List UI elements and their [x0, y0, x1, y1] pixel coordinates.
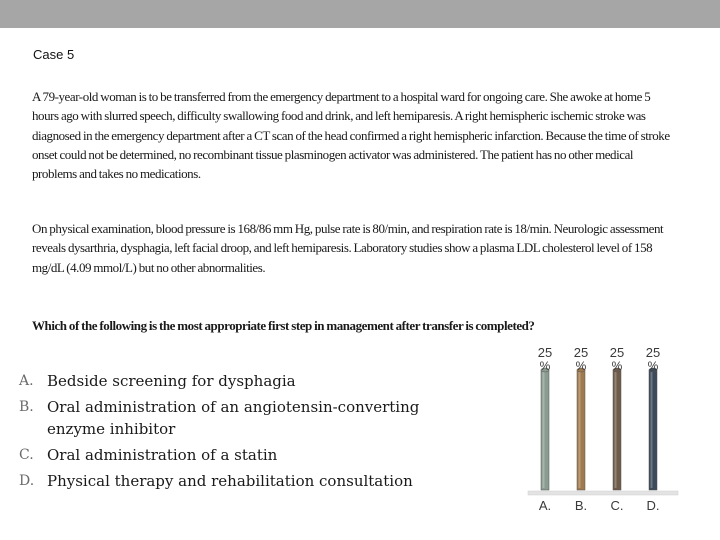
answer-text: Physical therapy and rehabilitation consultation: [47, 472, 413, 490]
chart-category-label: D.: [646, 498, 660, 513]
chart-value-label: 25: [537, 345, 553, 360]
chart-bar-highlight: [615, 372, 617, 488]
chart-value-label: 25: [645, 345, 661, 360]
chart-category-label: A.: [538, 498, 552, 513]
question-text: Which of the following is the most appropriate first step in management after transfer is completed?: [32, 318, 535, 333]
chart-bar-highlight: [651, 372, 653, 488]
chart-bar-highlight: [579, 372, 581, 488]
answer-option-d[interactable]: [19, 470, 439, 492]
case-title: Case 5: [33, 47, 75, 62]
answer-letter: C.: [19, 447, 34, 463]
chart-bar-3: [613, 370, 621, 490]
chart-bar-4: [649, 370, 657, 490]
chart-value-label: 25: [573, 345, 589, 360]
chart-category-label: B.: [574, 498, 588, 513]
answer-letter: A.: [19, 373, 34, 389]
chart-value-label: 25: [609, 345, 625, 360]
answer-letter: B.: [19, 399, 34, 415]
answer-letter: D.: [19, 473, 35, 489]
response-chart-svg: [520, 340, 690, 520]
chart-unit-label: %: [575, 359, 587, 373]
case-paragraph-exam: On physical examination, blood pressure is 168/86 mm Hg, pulse rate is 80/min, and respiration rate is 18/min. Neurologic assessment reveals dysarthria, dysphagia, left facial droop, and left hemiparesis. Laboratory studies show a plasma LDL cholesterol level of 158 mg/dL (4.09 mmol/L) but no other abnormalities.: [32, 221, 664, 275]
answer-text: Oral administration of an angiotensin-converting enzyme inhibitor: [47, 398, 420, 438]
answer-option-c[interactable]: [19, 444, 439, 466]
answer-option-b[interactable]: [19, 396, 439, 440]
chart-unit-label: %: [611, 359, 623, 373]
top-bar: [0, 0, 720, 28]
chart-category-label: C.: [610, 498, 624, 513]
case-paragraph-history: A 79-year-old woman is to be transferred from the emergency department to a hospital ward for ongoing care. She awoke at home 5 hours ago with slurred speech, difficulty swallowing food and drink, and left hemiparesis. A right hemispheric ischemic stroke was diagnosed in the emergency department after a CT scan of the head confirmed a right hemispheric infarction. Because the time of stroke onset could not be determined, no recombinant tissue plasminogen activator was administered. The patient has no other medical problems and takes no medications.: [32, 89, 670, 182]
chart-baseline: [528, 491, 678, 495]
chart-unit-label: %: [647, 359, 659, 373]
answer-text: Oral administration of a statin: [47, 446, 278, 464]
chart-bar-2: [577, 370, 585, 490]
chart-bar-highlight: [543, 372, 545, 488]
chart-bar-1: [541, 370, 549, 490]
response-chart: [520, 340, 690, 520]
answer-option-a[interactable]: [19, 370, 439, 392]
answer-list: [19, 370, 439, 496]
chart-unit-label: %: [539, 359, 551, 373]
answer-text: Bedside screening for dysphagia: [47, 372, 296, 390]
